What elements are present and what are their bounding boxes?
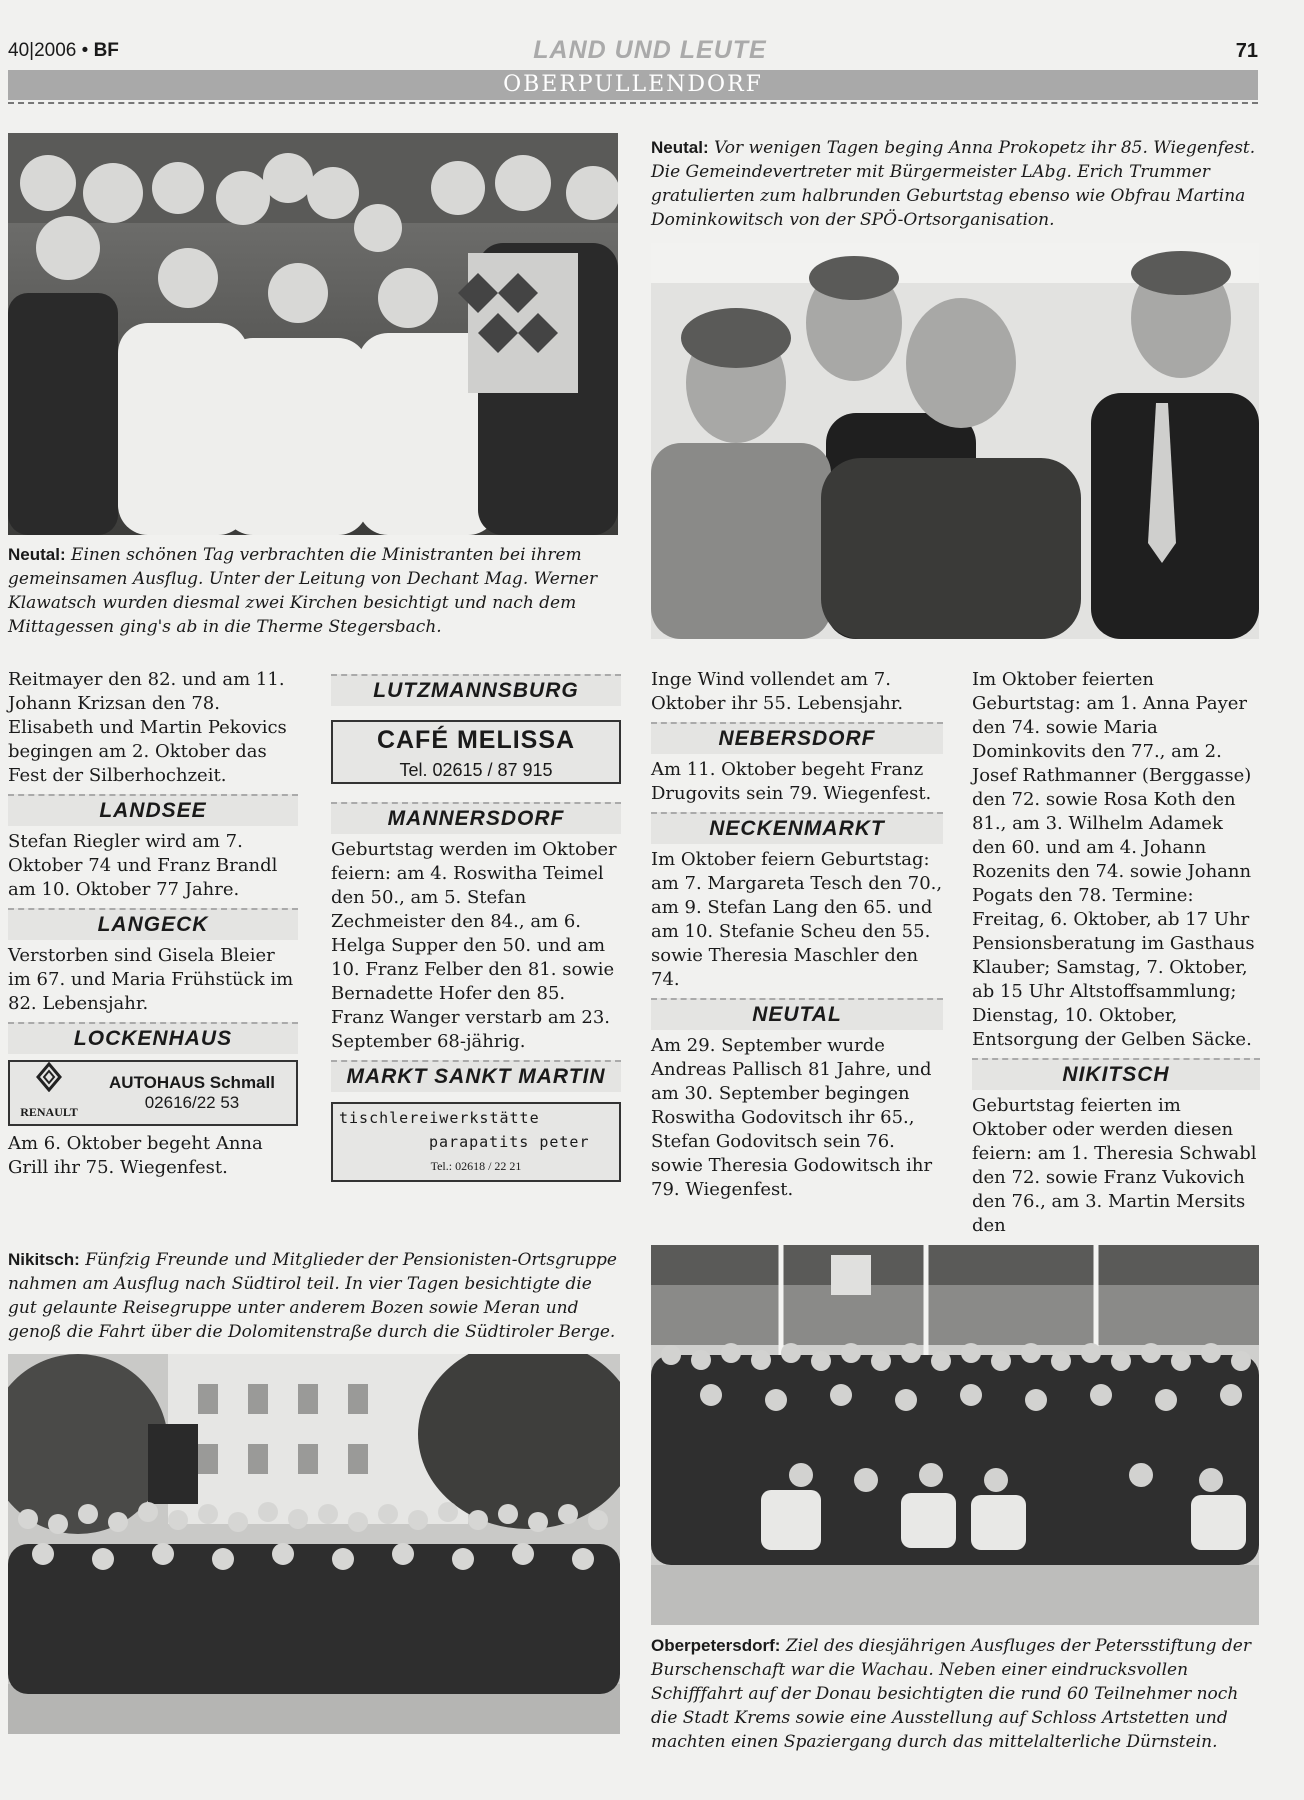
column-3: [651, 668, 943, 1202]
caption-oberpetersdorf: [651, 1634, 1258, 1754]
caption-prokopetz: [651, 136, 1258, 232]
renault-diamond-icon: [34, 1062, 64, 1092]
heading-lutzmannsburg: LUTZMANNSBURG: [331, 674, 621, 706]
column-4: [972, 668, 1260, 1238]
photo-nikitsch: [8, 1354, 620, 1734]
ad-tischlerei-line2: parapatits peter: [429, 1133, 590, 1151]
ad-tischlerei-line1: tischlereiwerkstätte: [339, 1109, 540, 1127]
column-1: [8, 668, 298, 1180]
header-divider: [8, 102, 1258, 104]
ad-tischlerei: [331, 1102, 621, 1182]
heading-markt-sankt-martin: MARKT SANKT MARTIN: [331, 1060, 621, 1092]
ad-autohaus-name: AUTOHAUS Schmall: [109, 1073, 275, 1092]
ad-autohaus-schmall: [8, 1060, 298, 1126]
paper-name: BF: [93, 40, 119, 61]
text-nebersdorf: Am 11. Oktober begeht Franz Drugovits sein 79. Wiegenfest.: [651, 759, 932, 804]
column-2: [331, 674, 621, 1188]
caption-text: Ziel des diesjährigen Ausfluges der Petersstiftung der Burschenschaft war die Wachau. Neben einer eindrucksvollen Schifffahrt auf der Donau besichtigten die rund 60 Teilnehmer noch die Stadt Krems sowie eine Ausstellung auf Schloss Artstetten und machten einen Spaziergang durch das mittelalterliche Dürnstein.: [651, 1636, 1251, 1752]
caption-location: Neutal:: [651, 138, 709, 157]
caption-text: Fünfzig Freunde und Mitglieder der Pensionisten-Ortsgruppe nahmen am Ausflug nach Südtirol teil. In vier Tagen besichtigte die gut gelaunte Reisegruppe unter anderem Bozen sowie Meran und genoß die Fahrt über die Dolomitenstraße durch die Südtiroler Berge.: [8, 1250, 617, 1342]
text-lockenhaus: Am 6. Oktober begeht Anna Grill ihr 75. Wiegenfest.: [8, 1133, 263, 1178]
photo-oberpetersdorf: [651, 1245, 1259, 1625]
photo-ministranten: [8, 133, 618, 535]
caption-location: Nikitsch:: [8, 1250, 80, 1269]
column-1-intro: Reitmayer den 82. und am 11. Johann Krizsan den 78. Elisabeth und Martin Pekovics begingen am 2. Oktober das Fest der Silberhochzeit.: [8, 669, 287, 786]
heading-lockenhaus: LOCKENHAUS: [8, 1022, 298, 1054]
text-neckenmarkt: Im Oktober feiern Geburtstag: am 7. Margareta Tesch den 70., am 9. Stefan Lang den 65. und am 10. Stefanie Scheu den 55. sowie Theresia Maschler den 74.: [651, 849, 943, 990]
renault-logo: [10, 1062, 88, 1124]
heading-landsee: LANDSEE: [8, 794, 298, 826]
text-neutal: Am 29. September wurde Andreas Pallisch 81 Jahre, und am 30. September begingen Roswitha Godovitsch ihr 65., Stefan Godovitsch sein 76. sowie Theresia Godowitsch ihr 79. Wiegenfest.: [651, 1035, 933, 1200]
heading-neutal: NEUTAL: [651, 998, 943, 1030]
caption-text: Vor wenigen Tagen beging Anna Prokopetz ihr 85. Wiegenfest. Die Gemeindevertreter mit Bürgermeister LAbg. Erich Trummer gratulierten zum halbrunden Geburtstag ebenso wie Obfrau Martina Dominkowitsch von der SPÖ-Ortsorganisation.: [651, 138, 1256, 230]
caption-ministranten: [8, 543, 620, 639]
ad-autohaus-tel: 02616/22 53: [144, 1093, 240, 1112]
ad-cafe-tel: Tel. 02615 / 87 915: [399, 760, 553, 780]
region-bar: OBERPULLENDORF: [8, 70, 1258, 100]
photo-prokopetz: [651, 243, 1259, 639]
text-landsee: Stefan Riegler wird am 7. Oktober 74 und Franz Brandl am 10. Oktober 77 Jahre.: [8, 831, 278, 900]
section-title: LAND UND LEUTE: [533, 36, 767, 64]
text-langeck: Verstorben sind Gisela Bleier im 67. und Maria Frühstück im 82. Lebensjahr.: [8, 945, 294, 1014]
issue-number: 40|2006 •: [8, 40, 89, 61]
heading-nebersdorf: NEBERSDORF: [651, 722, 943, 754]
ad-tischlerei-tel: Tel.: 02618 / 22 21: [430, 1159, 522, 1173]
heading-nikitsch: NIKITSCH: [972, 1058, 1260, 1090]
issue-label: [8, 40, 119, 62]
heading-neckenmarkt: NECKENMARKT: [651, 812, 943, 844]
heading-mannersdorf: MANNERSDORF: [331, 802, 621, 834]
column-4-intro: Im Oktober feierten Geburtstag: am 1. Anna Payer den 74. sowie Maria Dominkovits den 77., am 2. Josef Rathmanner (Berggasse) den 72. sowie Rosa Koth den 81., am 3. Wilhelm Adamek den 60. und am 4. Johann Rozenits den 74. sowie Johann Pogats den 78. Termine: Freitag, 6. Oktober, ab 17 Uhr Pensionsberatung im Gasthaus Klauber; Samstag, 7. Oktober, ab 15 Uhr Altstoffsammlung; Dienstag, 10. Oktober, Entsorgung der Gelben Säcke.: [972, 669, 1255, 1050]
caption-nikitsch: [8, 1248, 620, 1344]
caption-location: Neutal:: [8, 545, 66, 564]
page-number: 71: [1235, 40, 1258, 62]
text-nikitsch: Geburtstag feierten im Oktober oder werden diesen feiern: am 1. Theresia Schwabl den 72. sowie Franz Vukovich den 76., am 3. Martin Mersits den: [972, 1095, 1257, 1236]
ad-cafe-melissa: [331, 720, 621, 784]
caption-location: Oberpetersdorf:: [651, 1636, 781, 1655]
caption-text: Einen schönen Tag verbrachten die Ministranten bei ihrem gemeinsamen Ausflug. Unter der Leitung von Dechant Mag. Werner Klawatsch wurden diesmal zwei Kirchen besichtigt und nach dem Mittagessen ging's ab in die Therme Stegersbach.: [8, 545, 598, 637]
text-mannersdorf: Geburtstag werden im Oktober feiern: am 4. Roswitha Teimel den 50., am 5. Stefan Zechmeister den 84., am 6. Helga Supper den 50. und am 10. Franz Felber den 81. sowie Bernadette Hofer den 85. Franz Wanger verstarb am 23. September 68-jährig.: [331, 839, 617, 1052]
renault-brand-text: RENAULT: [20, 1105, 78, 1119]
column-3-intro: Inge Wind vollendet am 7. Oktober ihr 55. Lebensjahr.: [651, 669, 904, 714]
heading-langeck: LANGECK: [8, 908, 298, 940]
ad-cafe-name: CAFÉ MELISSA: [376, 726, 576, 754]
